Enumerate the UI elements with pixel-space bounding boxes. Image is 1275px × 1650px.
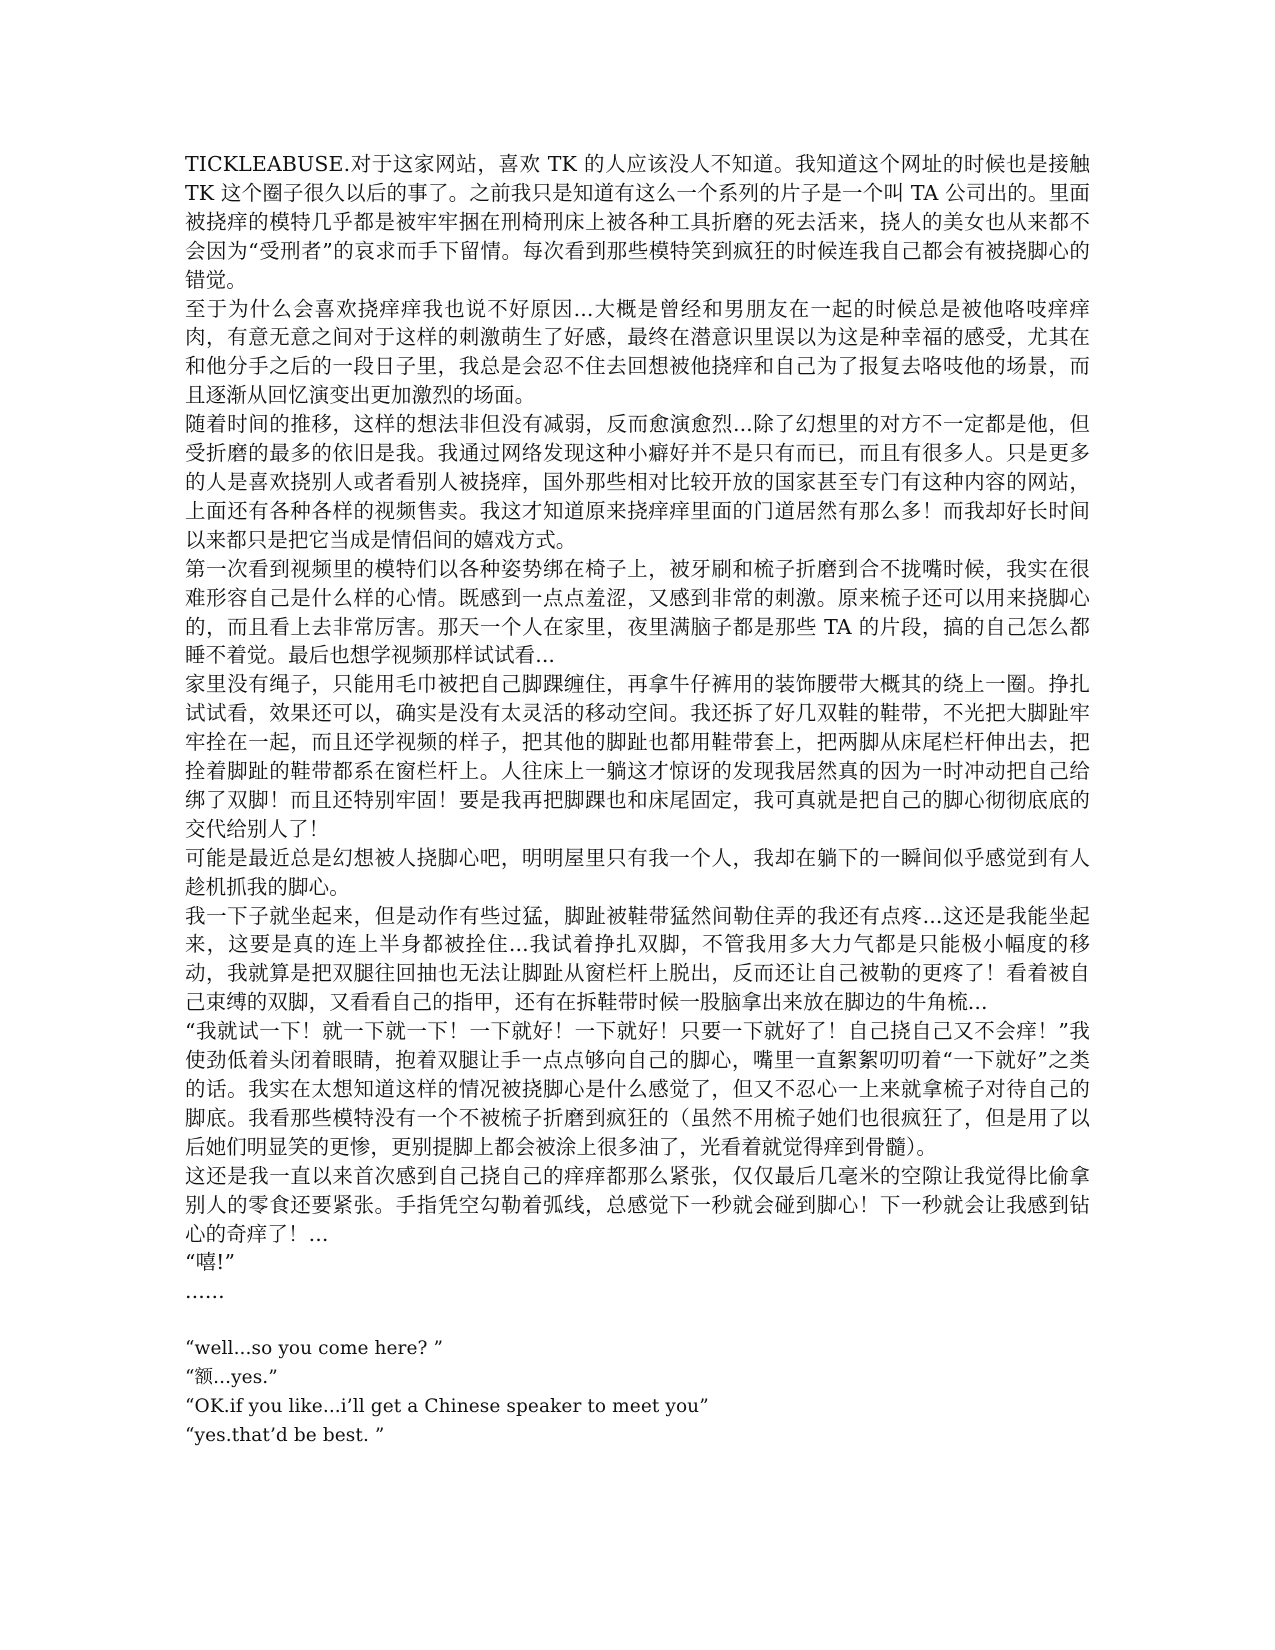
paragraph: “我就试一下！就一下就一下！一下就好！一下就好！只要一下就好了！自己挠自己又不会痒！”我使劲低着头闭着眼睛，抱着双腿让手一点点够向自己的脚心，嘴里一直絮絮叨叨着“一下就好”之类的话。我实在太想知道这样的情况被挠脚心是什么感觉了，但又不忍心一上来就拿梳子对待自己的脚底。我看那些模特没有一个不被梳子折磨到疯狂的（虽然不用梳子她们也很疯狂了，但是用了以后她们明显笑的更惨，更别提脚上都会被涂上很多油了，光看着就觉得痒到骨髓）。 — [185, 1019, 1090, 1159]
paragraph: 我一下子就坐起来，但是动作有些过猛，脚趾被鞋带猛然间勒住弄的我还有点疼...这还是我能坐起来，这要是真的连上半身都被拴住...我试着挣扎双脚，不管我用多大力气都是只能极小幅度的移动，我就算是把双腿往回抽也无法让脚趾从窗栏杆上脱出，反而还让自己被勒的更疼了！看着被自己束缚的双脚，又看看自己的指甲，还有在拆鞋带时候一股脑拿出来放在脚边的牛角梳... — [185, 903, 1090, 1015]
paragraph: 至于为什么会喜欢挠痒痒我也说不好原因...大概是曾经和男朋友在一起的时候总是被他咯吱痒痒肉，有意无意之间对于这样的刺激萌生了好感，最终在潜意识里误以为这是种幸福的感受，尤其在和他分手之后的一段日子里，我总是会忍不住去回想被他挠痒和自己为了报复去咯吱他的场景，而且逐渐从回忆演变出更加激烈的场面。 — [185, 296, 1090, 408]
exclamation-line: “嘻!” — [185, 1250, 236, 1275]
paragraph: 可能是最近总是幻想被人挠脚心吧，明明屋里只有我一个人，我却在躺下的一瞬间似乎感觉到有人趁机抓我的脚心。 — [185, 845, 1090, 899]
paragraph: 随着时间的推移，这样的想法非但没有减弱，反而愈演愈烈...除了幻想里的对方不一定都是他，但受折磨的最多的依旧是我。我通过网络发现这种小癖好并不是只有而已，而且有很多人。只是更多的人是喜欢挠别人或者看别人被挠痒，国外那些相对比较开放的国家甚至专门有这种内容的网站，上面还有各种各样的视频售卖。我这才知道原来挠痒痒里面的门道居然有那么多！而我却好长时间以来都只是把它当成是情侣间的嬉戏方式。 — [185, 412, 1090, 552]
ellipsis-line: ...... — [185, 1279, 225, 1304]
dialogue-line: “well...so you come here? ” — [185, 1338, 444, 1360]
dialogue-line: “yes.that’d be best. ” — [185, 1424, 385, 1446]
paragraph: 家里没有绳子，只能用毛巾被把自己脚踝缠住，再拿牛仔裤用的装饰腰带大概其的绕上一圈。挣扎试试看，效果还可以，确实是没有太灵活的移动空间。我还拆了好几双鞋的鞋带，不光把大脚趾牢牢拴在一起，而且还学视频的样子，把其他的脚趾也都用鞋带套上，把两脚从床尾栏杆伸出去，把拴着脚趾的鞋带都系在窗栏杆上。人往床上一躺这才惊讶的发现我居然真的因为一时冲动把自己给绑了双脚！而且还特别牢固！要是我再把脚踝也和床尾固定，我可真就是把自己的脚心彻彻底底的交代给别人了！ — [185, 672, 1090, 841]
paragraph: 这还是我一直以来首次感到自己挠自己的痒痒都那么紧张，仅仅最后几毫米的空隙让我觉得比偷拿别人的零食还要紧张。手指凭空勾勒着弧线，总感觉下一秒就会碰到脚心！下一秒就会让我感到钻心的奇痒了！... — [185, 1163, 1090, 1246]
paragraph: TICKLEABUSE.对于这家网站，喜欢 TK 的人应该没人不知道。我知道这个网址的时候也是接触 TK 这个圈子很久以后的事了。之前我只是知道有这么一个系列的片子是一个叫 TA 公司出的。里面被挠痒的模特几乎都是被牢牢捆在刑椅刑床上被各种工具折磨的死去活来，挠人的美女也从来都不会因为“受刑者”的哀求而手下留情。每次看到那些模特笑到疯狂的时候连我自己都会有被挠脚心的错觉。 — [185, 152, 1097, 292]
blank-line — [185, 1306, 1090, 1335]
document-body — [185, 150, 1097, 1451]
dialogue-line: “OK.if you like...i’ll get a Chinese speaker to meet you” — [185, 1395, 709, 1417]
paragraph: 第一次看到视频里的模特们以各种姿势绑在椅子上，被牙刷和梳子折磨到合不拢嘴时候，我实在很难形容自己是什么样的心情。既感到一点点羞涩，又感到非常的刺激。原来梳子还可以用来挠脚心的，而且看上去非常厉害。那天一个人在家里，夜里满脑子都是那些 TA 的片段，搞的自己怎么都睡不着觉。最后也想学视频那样试试看... — [185, 556, 1090, 668]
dialogue-line: “额...yes.” — [185, 1367, 278, 1389]
